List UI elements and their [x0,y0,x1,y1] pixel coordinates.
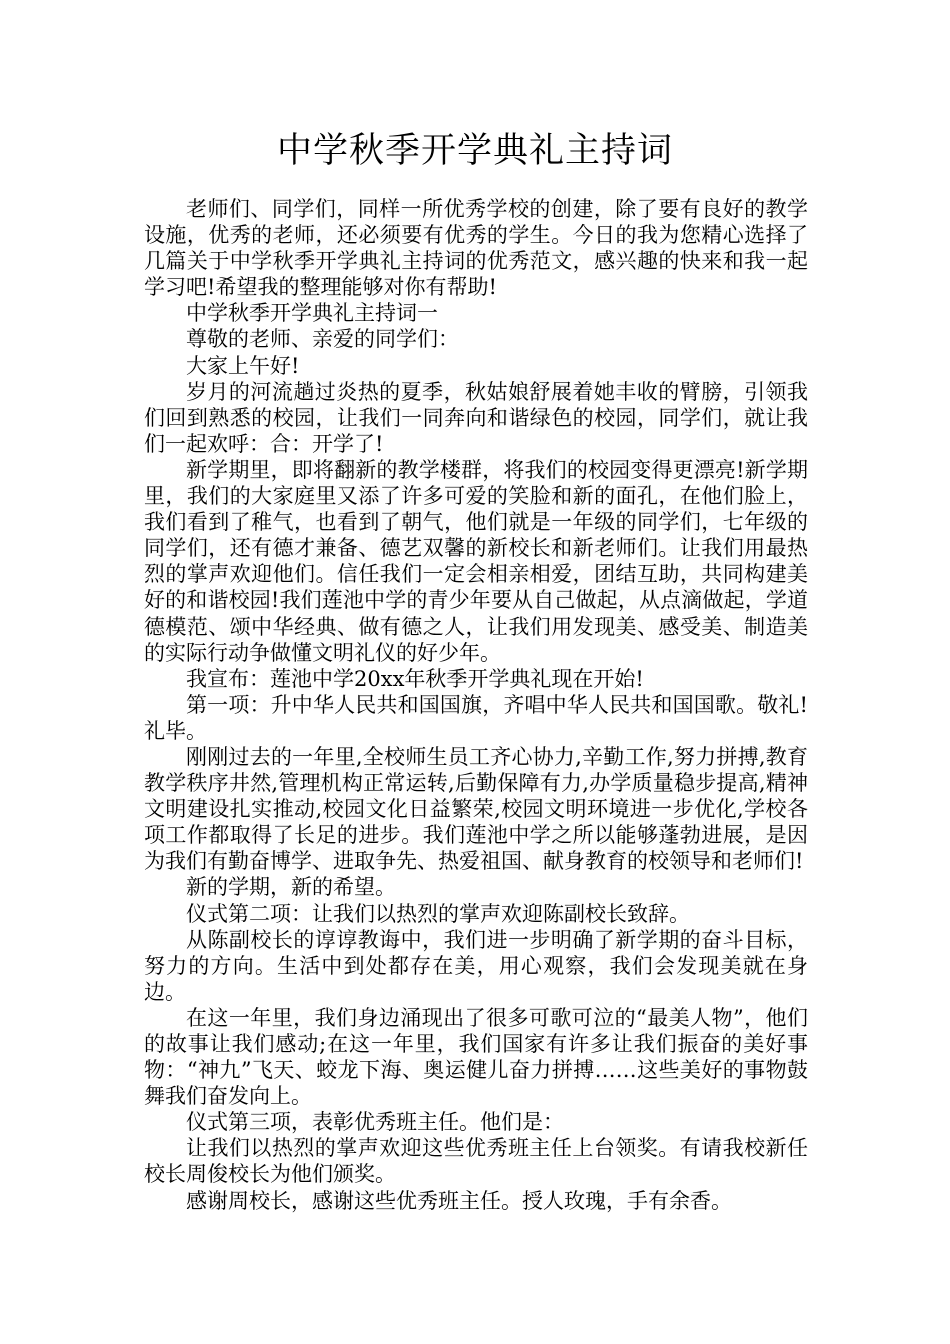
paragraph: 我宣布：莲池中学20xx年秋季开学典礼现在开始! [186,666,644,691]
paragraph: 感谢周校长，感谢这些优秀班主任。授人玫瑰，手有余香。 [186,1188,732,1213]
paragraph: 在这一年里，我们身边涌现出了很多可歌可泣的“最美人物”，他们的故事让我们感动;在这一年里，我们国家有许多让我们振奋的美好事物：“神九”飞天、蛟龙下海、奥运健儿奋力拼搏……这些美好的事物鼓舞我们奋发向上。 [144,1005,808,1109]
paragraph-salutation: 尊敬的老师、亲爱的同学们： [186,327,459,352]
paragraph-intro: 老师们、同学们，同样一所优秀学校的创建，除了要有良好的教学设施，优秀的老师，还必须要有优秀的学生。今日的我为您精心选择了几篇关于中学秋季开学典礼主持词的优秀范文，感兴趣的快来和我一起学习吧!希望我的整理能够对你有帮助! [144,197,808,300]
paragraph-greeting: 大家上午好! [186,353,300,378]
paragraph: 岁月的河流趟过炎热的夏季，秋姑娘舒展着她丰收的臂膀，引领我们回到熟悉的校园，让我们一同奔向和谐绿色的校园，同学们，就让我们一起欢呼：合：开学了! [144,379,808,456]
paragraph: 新的学期，新的希望。 [186,875,396,900]
paragraph: 新学期里，即将翻新的教学楼群，将我们的校园变得更漂亮!新学期里，我们的大家庭里又添了许多可爱的笑脸和新的面孔，在他们脸上，我们看到了稚气，也看到了朝气，他们就是一年级的同学们，七年级的同学们，还有德才兼备、德艺双馨的新校长和新老师们。让我们用最热烈的掌声欢迎他们。信任我们一定会相亲相爱，团结互助，共同构建美好的和谐校园!我们莲池中学的青少年要从自己做起，从点滴做起，学道德模范、颂中华经典、做有德之人，让我们用发现美、感受美、制造美的实际行动争做懂文明礼仪的好少年。 [144,457,808,665]
document-body [144,196,808,1214]
document-title: 中学秋季开学典礼主持词 [276,131,673,171]
paragraph: 第一项：升中华人民共和国国旗，齐唱中华人民共和国国歌。敬礼!礼毕。 [144,692,808,743]
paragraph: 仪式第二项：让我们以热烈的掌声欢迎陈副校长致辞。 [186,901,690,926]
paragraph: 从陈副校长的谆谆教诲中，我们进一步明确了新学期的奋斗目标，努力的方向。生活中到处都存在美，用心观察，我们会发现美就在身边。 [144,927,808,1004]
paragraph-section-heading: 中学秋季开学典礼主持词一 [186,301,438,326]
paragraph: 刚刚过去的一年里,全校师生员工齐心协力,辛勤工作,努力拼搏,教育教学秩序井然,管理机构正常运转,后勤保障有力,办学质量稳步提高,精神文明建设扎实推动,校园文化日益繁荣,校园文明环境进一步优化,学校各项工作都取得了长足的进步。我们莲池中学之所以能够蓬勃进展，是因为我们有勤奋博学、进取争先、热爱祖国、献身教育的校领导和老师们! [144,744,808,874]
paragraph: 让我们以热烈的掌声欢迎这些优秀班主任上台领奖。有请我校新任校长周俊校长为他们颁奖。 [144,1136,808,1187]
paragraph: 仪式第三项，表彰优秀班主任。他们是： [186,1110,564,1135]
